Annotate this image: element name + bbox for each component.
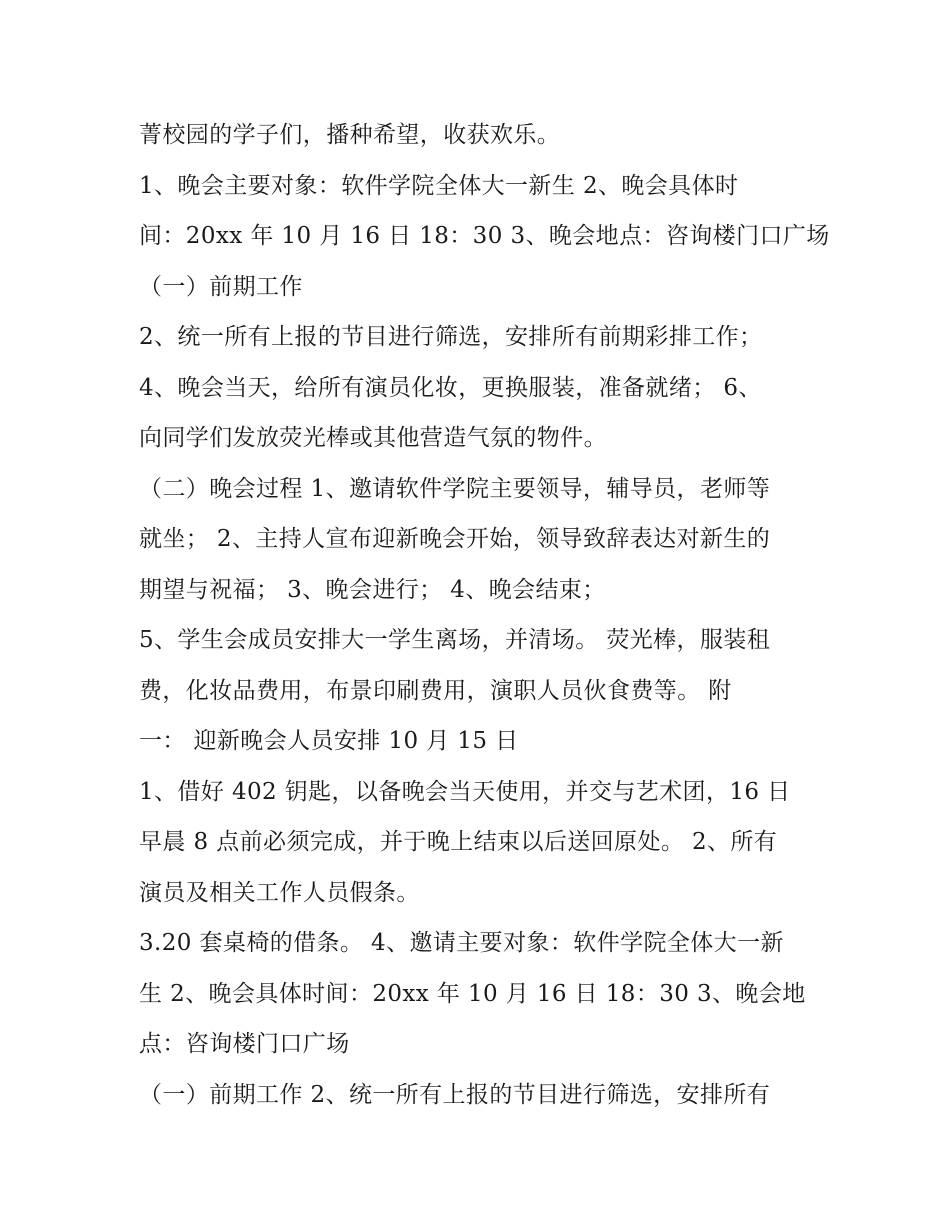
- text-line: 点：咨询楼门口广场: [139, 1031, 350, 1057]
- document-body: [139, 110, 830, 1120]
- text-line: 费，化妆品费用，布景印刷费用，演职人员伙食费等。 附: [139, 677, 732, 704]
- text-line: 2、统一所有上报的节目进行筛选，安排所有前期彩排工作；: [139, 324, 763, 350]
- text-line: 一： 迎新晚会人员安排 10 月 15 日: [139, 728, 519, 754]
- text-line: 菁校园的学子们，播种希望，收获欢乐。: [139, 122, 561, 148]
- text-line: 演员及相关工作人员假条。: [139, 879, 420, 906]
- text-line: 就坐； 2、主持人宣布迎新晚会开始，领导致辞表达对新生的: [139, 526, 771, 552]
- text-line: 1、晚会主要对象：软件学院全体大一新生 2、晚会具体时: [139, 172, 739, 199]
- text-line: 早晨 8 点前必须完成，并于晚上结束以后送回原处。 2、所有: [139, 829, 778, 855]
- text-line: 间：20xx 年 10 月 16 日 18：30 3、晚会地点：咨询楼门口广场: [139, 223, 830, 249]
- text-line: 5、学生会成员安排大一学生离场，并清场。 荧光棒，服装租: [139, 627, 771, 653]
- text-line: 向同学们发放荧光棒或其他营造气氛的物件。: [139, 425, 607, 451]
- text-line: （一）前期工作: [139, 273, 303, 300]
- text-line: （一）前期工作 2、统一所有上报的节目进行筛选，安排所有: [139, 1081, 771, 1108]
- text-line: 生 2、晚会具体时间：20xx 年 10 月 16 日 18：30 3、晚会地: [139, 980, 806, 1007]
- text-line: （二）晚会过程 1、邀请软件学院主要领导，辅导员，老师等: [139, 475, 771, 502]
- text-line: 3.20 套桌椅的借条。 4、邀请主要对象：软件学院全体大一新: [139, 930, 784, 956]
- text-line: 期望与祝福； 3、晚会进行； 4、晚会结束；: [139, 576, 606, 603]
- text-line: 4、晚会当天，给所有演员化妆，更换服装，准备就绪； 6、: [139, 374, 762, 401]
- text-line: 1、借好 402 钥匙，以备晚会当天使用，并交与艺术团，16 日: [139, 778, 791, 805]
